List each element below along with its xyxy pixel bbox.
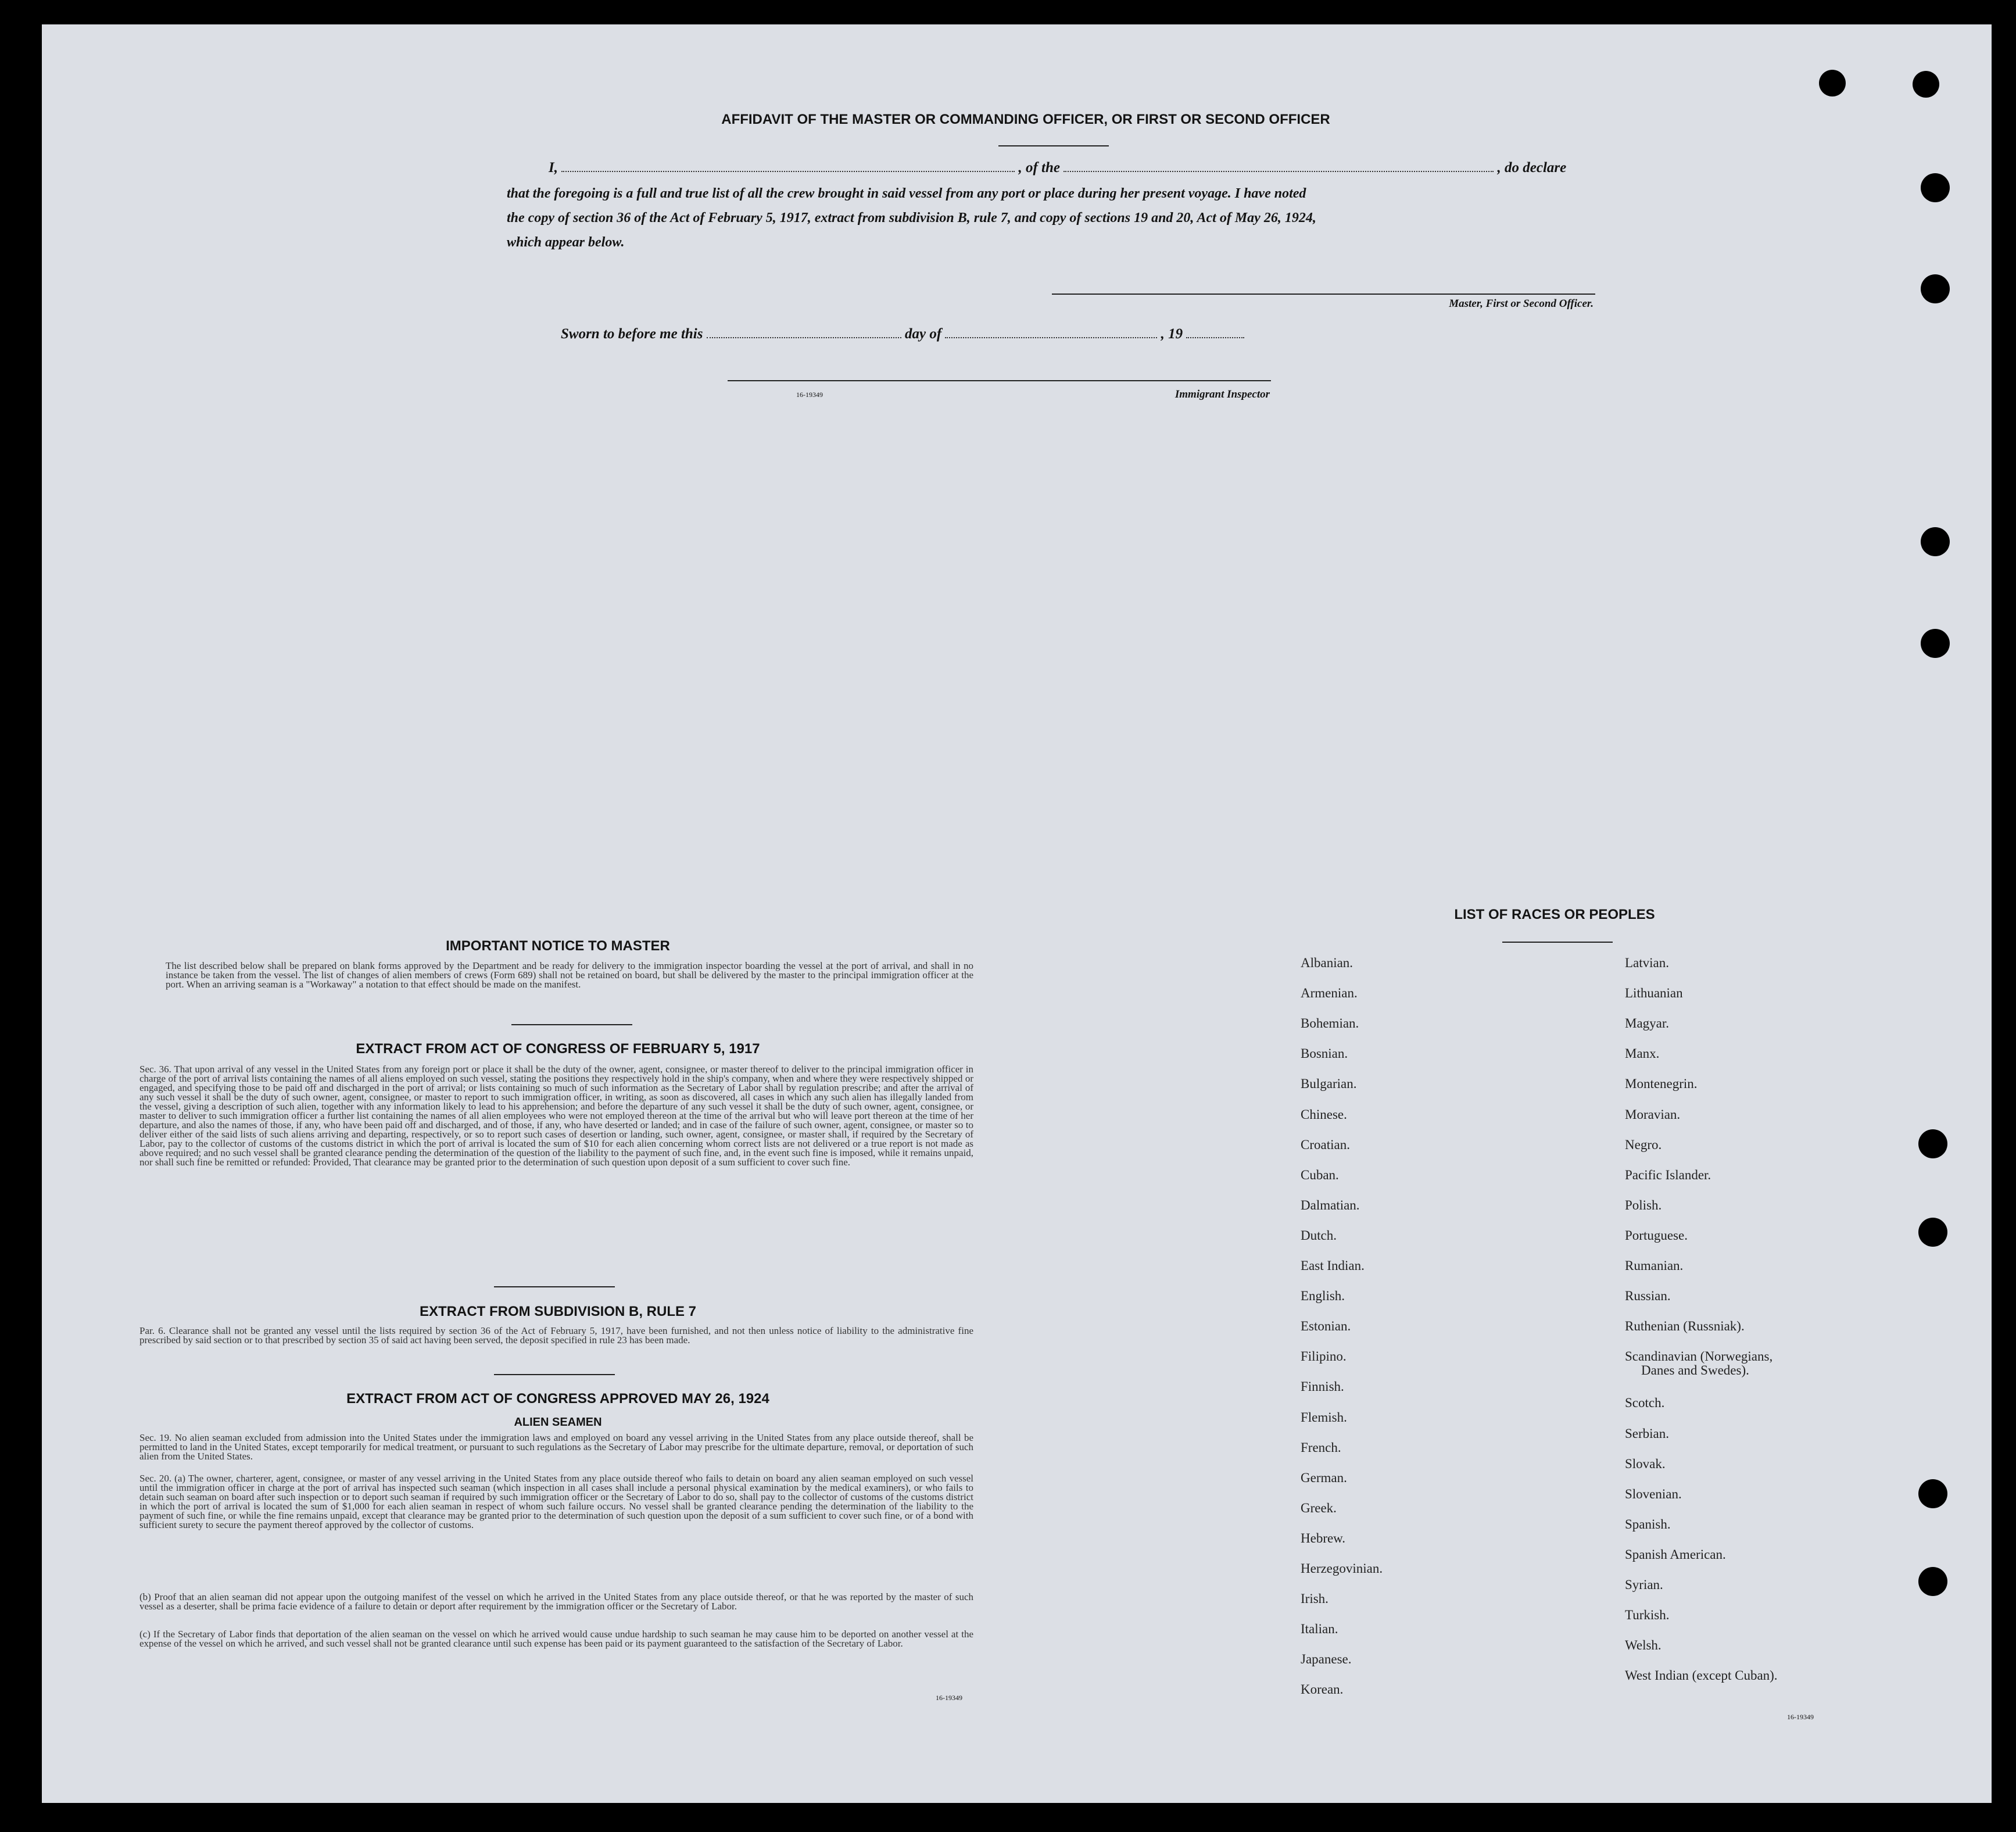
form-number: 16-19349 xyxy=(936,1694,962,1702)
divider xyxy=(511,1024,632,1025)
race-item: Russian. xyxy=(1625,1289,1671,1304)
race-item: Greek. xyxy=(1301,1500,1337,1515)
punch-hole xyxy=(1819,70,1846,96)
sec20b-body: (b) Proof that an alien seaman did not appear upon the outgoing manifest of the vessel on which he arrived in the United States from any place outside thereof, or that he was reported by the master of such vessel as a deserter, shall be prima facie evidence of a failure to detain or deport after requirement by the immigration officer or the Secretary of Labor. xyxy=(139,1591,973,1612)
race-item: Armenian. xyxy=(1301,986,1358,1001)
race-item: Spanish American. xyxy=(1625,1547,1726,1562)
race-item: German. xyxy=(1301,1470,1347,1485)
inspector-label: Immigrant Inspector xyxy=(1174,388,1270,400)
race-item: English. xyxy=(1301,1289,1345,1304)
inspector-signature-line[interactable] xyxy=(728,380,1271,381)
affidavit-text-line: that the foregoing is a full and true list of all the crew brought in said vessel from any port or place during her present voyage. I have noted xyxy=(507,186,1306,201)
race-item: Japanese. xyxy=(1301,1652,1352,1667)
race-item: Slovenian. xyxy=(1625,1486,1682,1501)
race-item: Spanish. xyxy=(1625,1516,1671,1532)
day-of-label: day of xyxy=(904,326,942,342)
form-number: 16-19349 xyxy=(1787,1713,1814,1721)
race-item: Bohemian. xyxy=(1301,1016,1359,1031)
races-title: LIST OF RACES OR PEOPLES xyxy=(1454,907,1655,922)
race-item: Latvian. xyxy=(1625,956,1669,970)
race-item: Scandinavian (Norwegians, xyxy=(1625,1349,1773,1364)
race-item: Scotch. xyxy=(1625,1396,1665,1411)
punch-hole xyxy=(1921,173,1950,202)
race-item: Bulgarian. xyxy=(1301,1076,1357,1092)
race-item: Croatian. xyxy=(1301,1137,1350,1152)
alien-seamen-subtitle: ALIEN SEAMEN xyxy=(514,1416,602,1429)
race-item: Chinese. xyxy=(1301,1107,1347,1122)
divider xyxy=(494,1286,615,1287)
sworn-label: Sworn to before me this xyxy=(561,326,703,342)
sec20a-body: Sec. 20. (a) The owner, charterer, agent, consignee, or master of any vessel arriving in the United States from any place outside thereof who fails to detain on board any alien seaman employed on such vessel until the immigration officer in charge at the port of arrival has inspected such seaman (which inspection in all cases shall include a personal physical examination by the medical examiners), or who fails to detain such seaman on board after such inspection or to deport such seaman if required by such immigration officer or the Secretary of Labor to do so, shall pay to the collector of customs of the customs district in which the port of arrival is located the sum of $1,000 for each alien seaman in respect of whom such failure occurs. No vessel shall be granted clearance pending the determination of the liability to the payment of such fine, or while the fine remains unpaid, except that clearance may be granted prior to the determination of such question upon the deposit of a sum sufficient to cover such fine, or of a bond with sufficient surety to secure the payment thereof approved by the collector of customs. xyxy=(139,1473,973,1530)
race-item: Portuguese. xyxy=(1625,1228,1688,1243)
race-item: Danes and Swedes). xyxy=(1641,1363,1749,1378)
punch-hole xyxy=(1921,527,1950,556)
master-signature-label: Master, First or Second Officer. xyxy=(1449,298,1594,310)
race-item: Rumanian. xyxy=(1625,1258,1684,1273)
name-field[interactable] xyxy=(561,159,1015,172)
race-item: French. xyxy=(1301,1440,1341,1455)
notice-title: IMPORTANT NOTICE TO MASTER xyxy=(446,938,670,954)
sec19-body: Sec. 19. No alien seaman excluded from admission into the United States under the immigration laws and employed on board any vessel arriving in the United States from any place outside thereof, shall be permitted to land in the United States, except temporarily for medical treatment, or pursuant to such regulations as the Secretary of Labor may prescribe for the ultimate departure, removal, or deportation of such alien from the United States. xyxy=(139,1432,973,1462)
race-item: Flemish. xyxy=(1301,1409,1347,1425)
race-item: Dutch. xyxy=(1301,1228,1337,1243)
affidavit-of-the-label: , of the xyxy=(1018,160,1061,176)
sworn-month-field[interactable] xyxy=(945,325,1157,338)
race-item: Bosnian. xyxy=(1301,1046,1348,1061)
race-item: Polish. xyxy=(1625,1197,1662,1212)
race-item: Ruthenian (Russniak). xyxy=(1625,1319,1745,1334)
punch-hole xyxy=(1921,629,1950,658)
divider xyxy=(494,1374,615,1375)
race-item: Irish. xyxy=(1301,1591,1329,1606)
race-item: Slovak. xyxy=(1625,1456,1666,1471)
race-item: Herzegovinian. xyxy=(1301,1561,1383,1576)
races-right-column xyxy=(1625,956,1950,1711)
race-item: Negro. xyxy=(1625,1137,1662,1152)
race-item: Moravian. xyxy=(1625,1107,1681,1122)
sworn-line xyxy=(561,325,1281,342)
race-item: Finnish. xyxy=(1301,1379,1344,1394)
rule7-title: EXTRACT FROM SUBDIVISION B, RULE 7 xyxy=(419,1304,697,1319)
race-item: Turkish. xyxy=(1625,1608,1670,1623)
punch-hole xyxy=(1921,274,1950,303)
affidavit-title: AFFIDAVIT OF THE MASTER OR COMMANDING OFFICER, OR FIRST OR SECOND OFFICER xyxy=(721,112,1330,127)
sec20c-body: (c) If the Secretary of Labor finds that deportation of the alien seaman on the vessel on which he arrived would cause undue hardship to such seaman he may cause him to be deported on another vessel at the expense of the vessel on which he arrived, and such vessel shall not be granted clearance until such expense has been paid or its payment guaranteed to the satisfaction of the Secretary of Labor. xyxy=(139,1629,973,1649)
extract-1924-title: EXTRACT FROM ACT OF CONGRESS APPROVED MAY 26, 1924 xyxy=(346,1391,769,1407)
affidavit-declaration-line xyxy=(549,159,1600,176)
master-signature-line[interactable] xyxy=(1052,294,1595,295)
rule7-body: Par. 6. Clearance shall not be granted any vessel until the lists required by section 36 of the Act of February 5, 1917, have been furnished, and not then unless notice of liability to the administrative fine prescribed by said section or to that prescribed by section 35 of said act having been served, the deposit specified in rule 23 has been made. xyxy=(139,1325,973,1346)
sworn-year-field[interactable] xyxy=(1186,325,1244,338)
race-item: Dalmatian. xyxy=(1301,1197,1360,1212)
affidavit-i-label: I, xyxy=(549,160,558,176)
race-item: Serbian. xyxy=(1625,1426,1670,1441)
race-item: Hebrew. xyxy=(1301,1530,1346,1545)
race-item: Cuban. xyxy=(1301,1167,1339,1182)
race-item: Italian. xyxy=(1301,1622,1338,1637)
race-item: West Indian (except Cuban). xyxy=(1625,1668,1778,1683)
race-item: East Indian. xyxy=(1301,1258,1365,1273)
race-item: Albanian. xyxy=(1301,956,1353,970)
form-number: 16-19349 xyxy=(796,391,823,399)
race-item: Estonian. xyxy=(1301,1319,1351,1334)
punch-hole xyxy=(1913,71,1939,98)
race-item: Korean. xyxy=(1301,1682,1344,1697)
extract-1917-title: EXTRACT FROM ACT OF CONGRESS OF FEBRUARY 5, 1917 xyxy=(356,1041,760,1057)
race-item: Pacific Islander. xyxy=(1625,1167,1711,1182)
affidavit-text-line: which appear below. xyxy=(507,235,625,250)
race-item: Manx. xyxy=(1625,1046,1660,1061)
notice-body: The list described below shall be prepared on blank forms approved by the Department and be ready for delivery to the immigration inspector boarding the vessel at the port of arrival, and shall in no instance be taken from the vessel. The list of changes of alien members of crews (Form 689) shall not be retained on board, but shall be delivered by the master to the principal immigration officer at the port. When an arriving seaman is a "Workaway" a notation to that effect should be made on the manifest. xyxy=(166,960,973,990)
divider xyxy=(998,145,1109,146)
extract-1917-body: Sec. 36. That upon arrival of any vessel in the United States from any foreign port or place it shall be the duty of the owner, agent, consignee, or master thereof to deliver to the principal immigration officer in charge of the port of arrival lists containing the names of all aliens employed on such vessel, stating the positions they respectively hold in the ship's company, when and where they were respectively shipped or engaged, and specifying those to be paid off and discharged in the port of arrival; or lists containing so much of such information as the Secretary of Labor shall by regulation prescribe; and after the arrival of any such vessel it shall be the duty of such owner, agent, consignee, or master to report to such immigration officer, in writing, as soon as discovered, all cases in which any such alien has illegally landed from the vessel, giving a description of such alien, together with any information likely to lead to his apprehension; and before the departure of any such vessel it shall be the duty of such owner, agent, consignee, or master to deliver to such immigration officer a further list containing the names of all alien employees who were not employed thereon at the time of the arrival but who will leave port thereon at the time of her departure, and also the names of those, if any, who have been paid off and discharged, and of those, if any, who have deserted or landed; and in case of the failure of such owner, agent, consignee, or master so to deliver either of the said lists of such aliens arriving and departing, respectively, or so to report such cases of desertion or landing, such owner, agent, consignee, or master shall, if required by the Secretary of Labor, pay to the collector of customs of the customs district in which the port of arrival is located the sum of $10 for each alien concerning whom correct lists are not delivered or a true report is not made as above required; and no such vessel shall be granted clearance pending the determination of the question of the liability to the payment of such fine, and, in the event such fine is imposed, while it remains unpaid, nor shall such fine be remitted or refunded: Provided, That clearance may be granted prior to the determination of such question upon deposit of a sum sufficient to cover such fine. xyxy=(139,1064,973,1168)
race-item: Welsh. xyxy=(1625,1638,1662,1653)
year-label: , 19 xyxy=(1161,326,1183,342)
race-item: Lithuanian xyxy=(1625,986,1683,1001)
race-item: Filipino. xyxy=(1301,1349,1347,1364)
divider xyxy=(1502,942,1613,943)
race-item: Magyar. xyxy=(1625,1016,1670,1031)
vessel-field[interactable] xyxy=(1063,159,1494,172)
race-item: Montenegrin. xyxy=(1625,1076,1698,1092)
races-left-column xyxy=(1301,956,1591,1711)
affidavit-text-line: the copy of section 36 of the Act of February 5, 1917, extract from subdivision B, rule 7, and copy of sections 19 and 20, Act of May 26, 1924, xyxy=(507,210,1316,226)
affidavit-declare-label: , do declare xyxy=(1497,160,1567,176)
sworn-day-field[interactable] xyxy=(707,325,901,338)
race-item: Syrian. xyxy=(1625,1577,1663,1592)
